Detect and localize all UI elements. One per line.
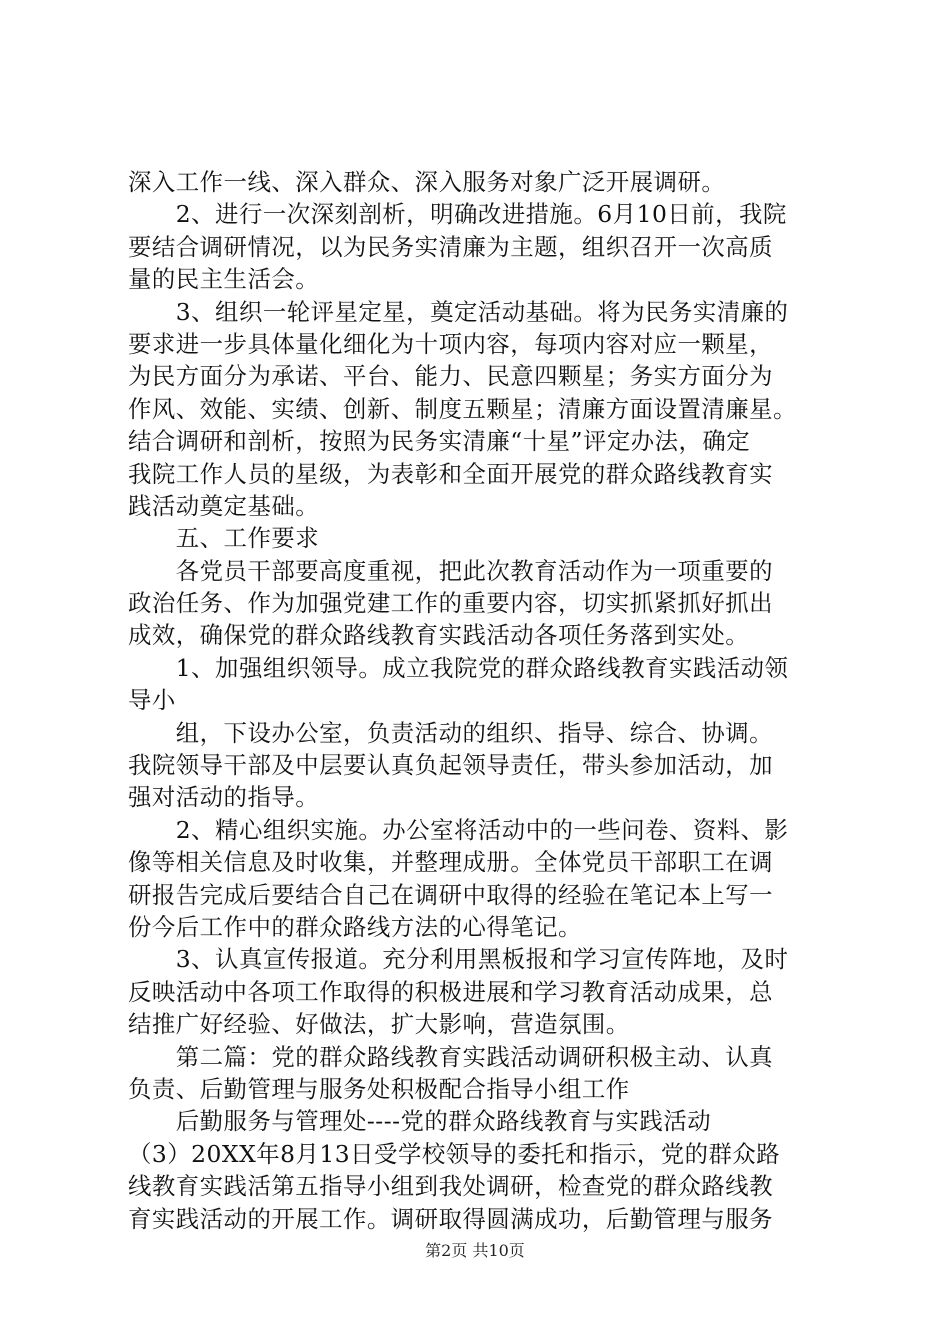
text-line: 作风、效能、实绩、创新、制度五颗星；清廉方面设置清廉星。 [128, 394, 797, 423]
text-line: 研报告完成后要结合自己在调研中取得的经验在笔记本上写一 [128, 880, 774, 909]
text-line: 深入工作一线、深入群众、深入服务对象广泛开展调研。 [128, 168, 726, 196]
text-line: 3、认真宣传报道。充分利用黑板报和学习宣传阵地，及时 [128, 945, 789, 974]
text-line: 结推广好经验、好做法，扩大影响，营造氛围。 [128, 1010, 630, 1039]
text-line: 量的民主生活会。 [128, 265, 320, 294]
text-line: 各党员干部要高度重视，把此次教育活动作为一项重要的 [128, 556, 774, 585]
text-line: 负责、后勤管理与服务处积极配合指导小组工作 [128, 1074, 630, 1103]
text-line: 组，下设办公室，负责活动的组织、指导、综合、协调。 [128, 718, 774, 747]
text-line: 育实践活动的开展工作。调研取得圆满成功，后勤管理与服务 [128, 1204, 774, 1233]
text-line: 反映活动中各项工作取得的积极进展和学习教育活动成果，总 [128, 977, 774, 1006]
text-line: 五、工作要求 [128, 524, 320, 553]
document-body [128, 166, 840, 1235]
text-line: 政治任务、作为加强党建工作的重要内容，切实抓紧抓好抓出 [128, 589, 774, 618]
text-line: 线教育实践活第五指导小组到我处调研，检查党的群众路线教 [128, 1172, 774, 1201]
text-line: 后勤服务与管理处----党的群众路线教育与实践活动 [128, 1107, 712, 1136]
text-line: 为民方面分为承诺、平台、能力、民意四颗星；务实方面分为 [128, 362, 774, 391]
text-line: 要求进一步具体量化细化为十项内容，每项内容对应一颗星， [128, 329, 774, 358]
text-line: 结合调研和剖析，按照为民务实清廉“十星”评定办法，确定 [128, 427, 751, 456]
page-footer: 第2页 共10页 [425, 1241, 525, 1260]
text-line: 强对活动的指导。 [128, 783, 320, 812]
text-line: 成效，确保党的群众路线教育实践活动各项任务落到实处。 [128, 621, 750, 650]
text-line: 要结合调研情况，以为民务实清廉为主题，组织召开一次高质 [128, 232, 774, 261]
text-line: 2、进行一次深刻剖析，明确改进措施。6月10日前，我院 [128, 200, 787, 229]
text-line: 第二篇：党的群众路线教育实践活动调研积极主动、认真 [128, 1042, 774, 1071]
text-line: 导小 [128, 686, 176, 715]
text-line: 3、组织一轮评星定星，奠定活动基础。将为民务实清廉的 [128, 297, 789, 326]
text-line: 我院工作人员的星级，为表彰和全面开展党的群众路线教育实 [128, 459, 774, 488]
text-line: 像等相关信息及时收集，并整理成册。全体党员干部职工在调 [128, 848, 774, 877]
text-line: 践活动奠定基础。 [128, 491, 320, 520]
text-line: 我院领导干部及中层要认真负起领导责任，带头参加活动，加 [128, 751, 774, 780]
text-line: 1、加强组织领导。成立我院党的群众路线教育实践活动领 [128, 653, 789, 682]
text-line: （3）20XX年8月13日受学校领导的委托和指示，党的群众路 [128, 1139, 781, 1168]
text-line: 2、精心组织实施。办公室将活动中的一些问卷、资料、影 [128, 815, 789, 844]
text-line: 份今后工作中的群众路线方法的心得笔记。 [128, 912, 582, 941]
